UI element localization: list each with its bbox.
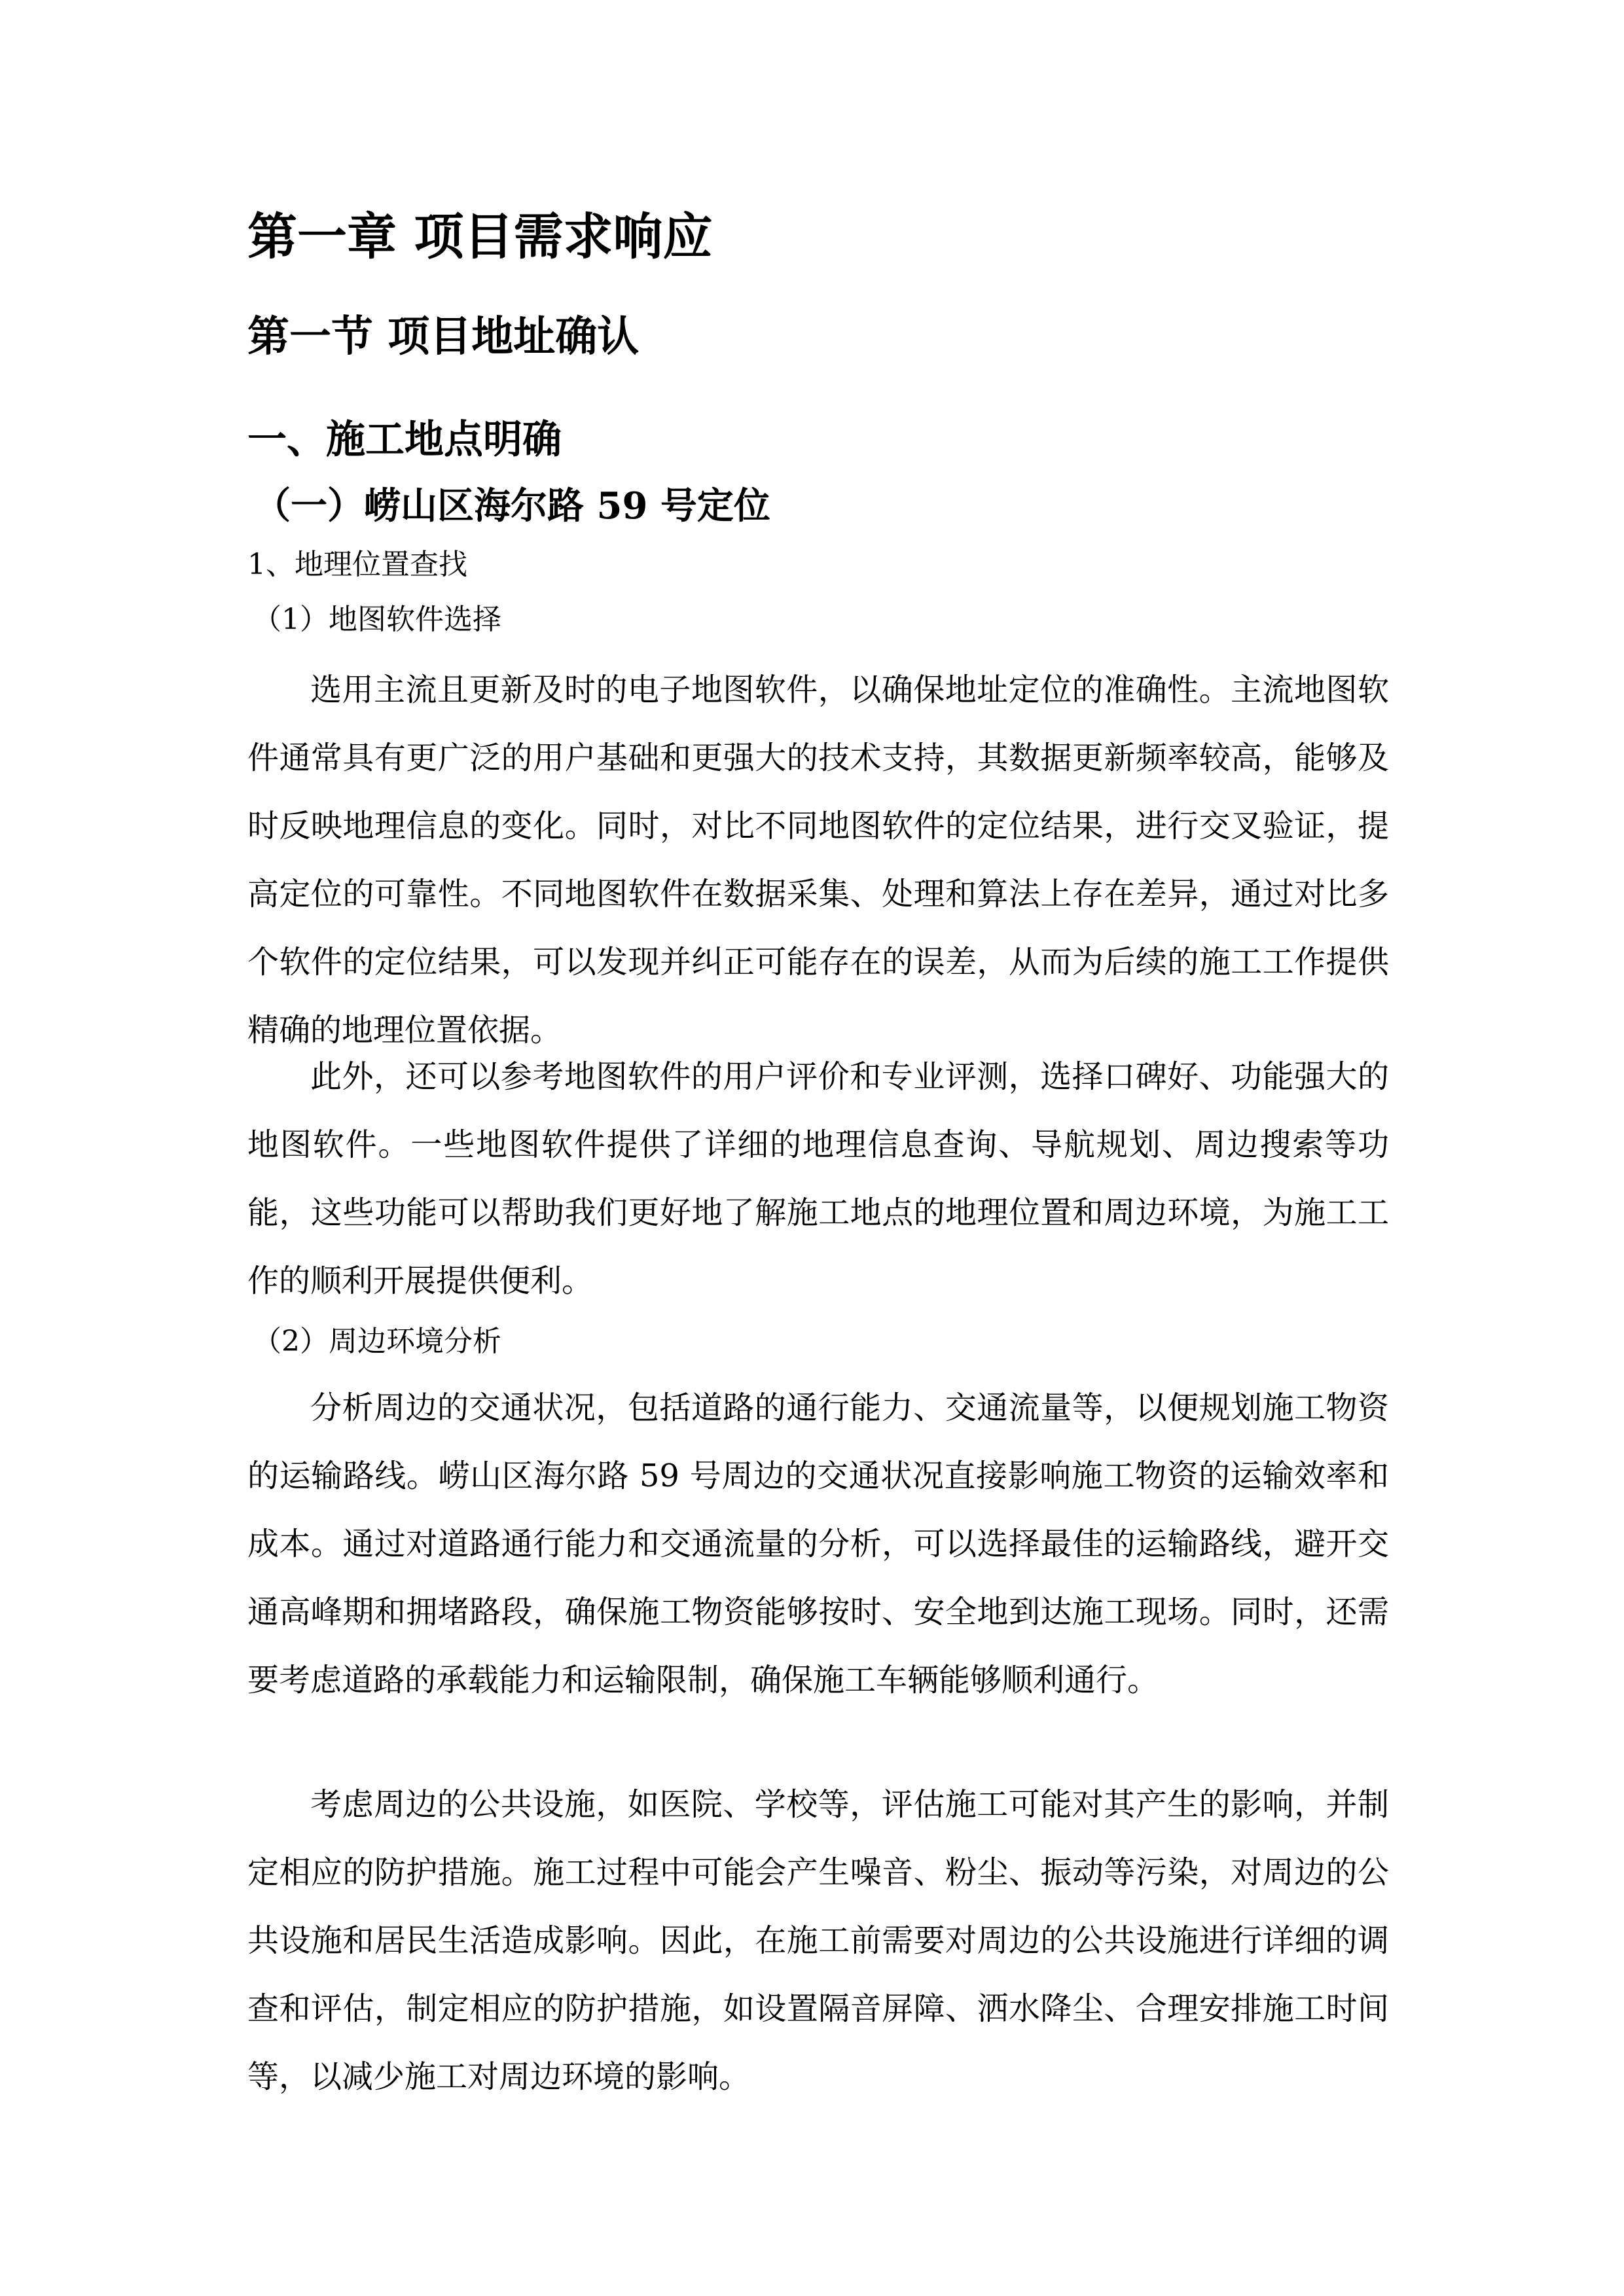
item-title: （一）崂山区海尔路 59 号定位 bbox=[254, 484, 770, 528]
paragraph: 此外，还可以参考地图软件的用户评价和专业评测，选择口碑好、功能强大的地图软件。一些地图软件提供了详细的地理信息查询、导航规划、周边搜索等功能，这些功能可以帮助我们更好地了解施工地点的地理位置和周边环境，为施工工作的顺利开展提供便利。 bbox=[247, 1058, 1389, 1299]
paragraph: 选用主流且更新及时的电子地图软件，以确保地址定位的准确性。主流地图软件通常具有更广泛的用户基础和更强大的技术支持，其数据更新频率较高，能够及时反映地理信息的变化。同时，对比不同地图软件的定位结果，进行交叉验证，提高定位的可靠性。不同地图软件在数据采集、处理和算法上存在差异，通过对比多个软件的定位结果，可以发现并纠正可能存在的误差，从而为后续的施工工作提供精确的地理位置依据。 bbox=[247, 672, 1389, 1049]
point-title: 1、地理位置查找 bbox=[247, 548, 467, 581]
sub-point-2-title: （2）周边环境分析 bbox=[253, 1325, 501, 1358]
paragraph: 分析周边的交通状况，包括道路的通行能力、交通流量等，以便规划施工物资的运输路线。崂山区海尔路 59 号周边的交通状况直接影响施工物资的运输效率和成本。通过对道路通行能力和交通流量的分析，可以选择最佳的运输路线，避开交通高峰期和拥堵路段，确保施工物资能够按时、安全地到达施工现场。同时，还需要考虑道路的承载能力和运输限制，确保施工车辆能够顺利通行。 bbox=[247, 1390, 1389, 1698]
paragraph: 考虑周边的公共设施，如医院、学校等，评估施工可能对其产生的影响，并制定相应的防护措施。施工过程中可能会产生噪音、粉尘、振动等污染，对周边的公共设施和居民生活造成影响。因此，在施工前需要对周边的公共设施进行详细的调查和评估，制定相应的防护措施，如设置隔音屏障、洒水降尘、合理安排施工时间等，以减少施工对周边环境的影响。 bbox=[247, 1786, 1389, 2095]
chapter-title: 第一章 项目需求响应 bbox=[247, 207, 713, 266]
sub-point-1-title: （1）地图软件选择 bbox=[253, 603, 501, 636]
subsection-title: 一、施工地点明确 bbox=[247, 417, 562, 463]
section-title: 第一节 项目地址确认 bbox=[247, 313, 640, 361]
